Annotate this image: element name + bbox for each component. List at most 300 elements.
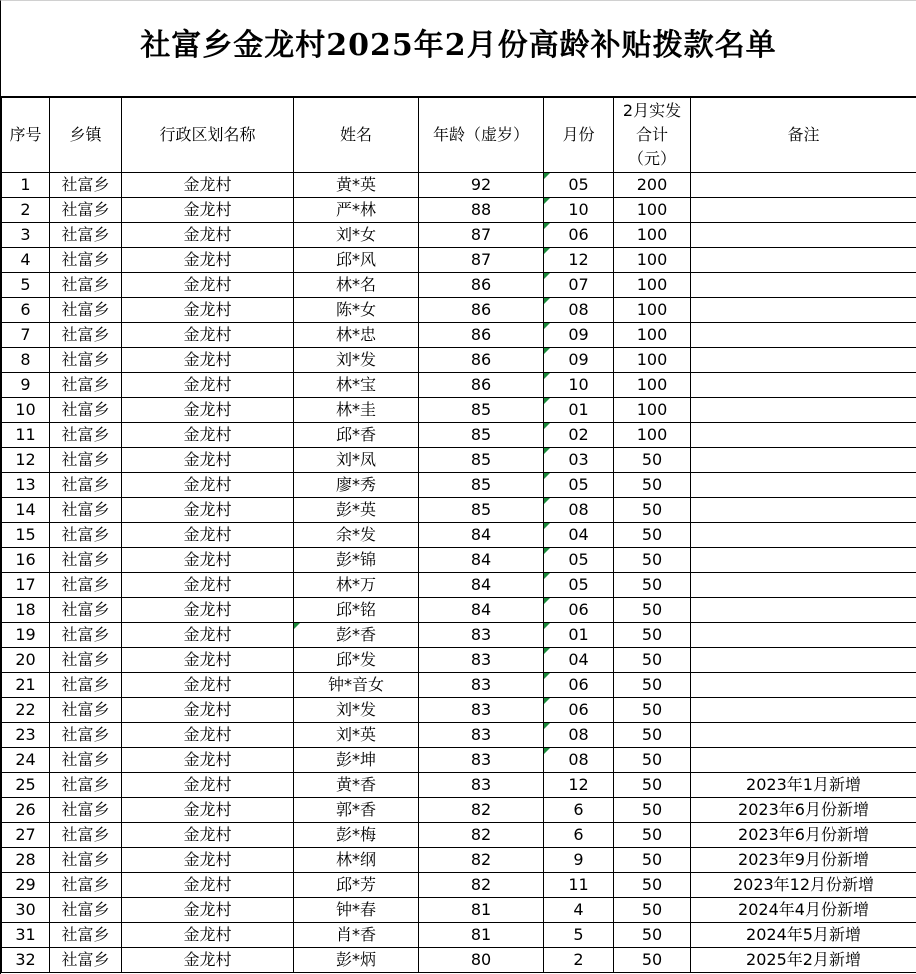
cell-note — [691, 648, 916, 673]
cell-township: 社富乡 — [50, 198, 122, 223]
cell-name: 刘*英 — [294, 723, 419, 748]
cell-amount: 50 — [614, 773, 691, 798]
cell-month: 01 — [544, 623, 614, 648]
cell-township: 社富乡 — [50, 898, 122, 923]
cell-name: 刘*发 — [294, 348, 419, 373]
table-row — [2, 748, 916, 773]
table-row — [2, 648, 916, 673]
cell-amount: 100 — [614, 298, 691, 323]
cell-age: 83 — [419, 723, 544, 748]
cell-name: 邱*发 — [294, 648, 419, 673]
cell-month: 05 — [544, 548, 614, 573]
cell-amount: 100 — [614, 373, 691, 398]
cell-name: 彭*梅 — [294, 823, 419, 848]
cell-seq: 16 — [2, 548, 50, 573]
cell-name: 林*万 — [294, 573, 419, 598]
cell-township: 社富乡 — [50, 823, 122, 848]
cell-seq: 27 — [2, 823, 50, 848]
cell-township: 社富乡 — [50, 748, 122, 773]
cell-month: 05 — [544, 573, 614, 598]
cell-seq: 11 — [2, 423, 50, 448]
cell-seq: 30 — [2, 898, 50, 923]
table-row — [2, 423, 916, 448]
cell-age: 85 — [419, 473, 544, 498]
cell-seq: 28 — [2, 848, 50, 873]
cell-township: 社富乡 — [50, 948, 122, 973]
header-amount-line1: 2月实发 — [622, 101, 682, 120]
cell-seq: 21 — [2, 673, 50, 698]
table-row — [2, 198, 916, 223]
cell-name: 廖*秀 — [294, 473, 419, 498]
cell-note — [691, 173, 916, 198]
cell-age: 81 — [419, 923, 544, 948]
cell-note — [691, 498, 916, 523]
cell-name: 邱*风 — [294, 248, 419, 273]
cell-seq: 9 — [2, 373, 50, 398]
title-bar — [1, 1, 916, 97]
cell-note — [691, 723, 916, 748]
table-row — [2, 773, 916, 798]
table-row — [2, 923, 916, 948]
table-row — [2, 798, 916, 823]
cell-seq: 3 — [2, 223, 50, 248]
cell-age: 86 — [419, 373, 544, 398]
cell-seq: 31 — [2, 923, 50, 948]
cell-township: 社富乡 — [50, 273, 122, 298]
cell-amount: 50 — [614, 623, 691, 648]
cell-age: 86 — [419, 298, 544, 323]
cell-note: 2025年2月新增 — [691, 948, 916, 973]
header-note: 备注 — [691, 98, 916, 173]
cell-seq: 29 — [2, 873, 50, 898]
cell-name: 彭*炳 — [294, 948, 419, 973]
cell-note: 2023年12月份新增 — [691, 873, 916, 898]
cell-name: 林*名 — [294, 273, 419, 298]
cell-township: 社富乡 — [50, 423, 122, 448]
cell-age: 87 — [419, 223, 544, 248]
cell-township: 社富乡 — [50, 598, 122, 623]
cell-seq: 22 — [2, 698, 50, 723]
cell-note — [691, 548, 916, 573]
cell-month: 08 — [544, 298, 614, 323]
cell-township: 社富乡 — [50, 398, 122, 423]
cell-name: 钟*音女 — [294, 673, 419, 698]
cell-amount: 50 — [614, 523, 691, 548]
subsidy-table — [1, 97, 916, 973]
cell-month: 08 — [544, 723, 614, 748]
cell-township: 社富乡 — [50, 573, 122, 598]
cell-township: 社富乡 — [50, 698, 122, 723]
cell-township: 社富乡 — [50, 873, 122, 898]
cell-admin: 金龙村 — [122, 273, 294, 298]
cell-seq: 13 — [2, 473, 50, 498]
cell-township: 社富乡 — [50, 623, 122, 648]
cell-note — [691, 473, 916, 498]
cell-amount: 100 — [614, 223, 691, 248]
cell-note — [691, 348, 916, 373]
table-row — [2, 548, 916, 573]
cell-age: 83 — [419, 673, 544, 698]
cell-note — [691, 273, 916, 298]
header-amount — [614, 98, 691, 173]
cell-note — [691, 198, 916, 223]
cell-note — [691, 623, 916, 648]
header-name: 姓名 — [294, 98, 419, 173]
cell-admin: 金龙村 — [122, 323, 294, 348]
cell-admin: 金龙村 — [122, 373, 294, 398]
cell-township: 社富乡 — [50, 648, 122, 673]
cell-age: 85 — [419, 448, 544, 473]
cell-seq: 17 — [2, 573, 50, 598]
cell-amount: 50 — [614, 698, 691, 723]
table-row — [2, 573, 916, 598]
cell-name: 邱*芳 — [294, 873, 419, 898]
cell-township: 社富乡 — [50, 523, 122, 548]
cell-admin: 金龙村 — [122, 198, 294, 223]
header-row — [2, 98, 916, 173]
table-row — [2, 673, 916, 698]
cell-month: 06 — [544, 673, 614, 698]
table-row — [2, 898, 916, 923]
cell-amount: 50 — [614, 848, 691, 873]
cell-month: 06 — [544, 698, 614, 723]
cell-month: 06 — [544, 598, 614, 623]
cell-month: 2 — [544, 948, 614, 973]
cell-amount: 50 — [614, 548, 691, 573]
cell-note — [691, 448, 916, 473]
cell-admin: 金龙村 — [122, 623, 294, 648]
cell-township: 社富乡 — [50, 773, 122, 798]
cell-month: 10 — [544, 373, 614, 398]
cell-amount: 50 — [614, 873, 691, 898]
cell-month: 04 — [544, 523, 614, 548]
cell-age: 84 — [419, 573, 544, 598]
cell-admin: 金龙村 — [122, 873, 294, 898]
table-row — [2, 323, 916, 348]
cell-note: 2023年9月份新增 — [691, 848, 916, 873]
cell-admin: 金龙村 — [122, 848, 294, 873]
cell-note — [691, 373, 916, 398]
cell-note — [691, 223, 916, 248]
cell-seq: 18 — [2, 598, 50, 623]
cell-name: 林*忠 — [294, 323, 419, 348]
header-seq: 序号 — [2, 98, 50, 173]
cell-age: 84 — [419, 548, 544, 573]
table-row — [2, 498, 916, 523]
cell-note — [691, 298, 916, 323]
table-row — [2, 723, 916, 748]
cell-seq: 8 — [2, 348, 50, 373]
cell-township: 社富乡 — [50, 723, 122, 748]
cell-name: 邱*香 — [294, 423, 419, 448]
cell-seq: 1 — [2, 173, 50, 198]
cell-admin: 金龙村 — [122, 423, 294, 448]
cell-age: 83 — [419, 698, 544, 723]
cell-month: 9 — [544, 848, 614, 873]
table-row — [2, 823, 916, 848]
cell-amount: 50 — [614, 798, 691, 823]
cell-township: 社富乡 — [50, 673, 122, 698]
table-row — [2, 223, 916, 248]
cell-age: 82 — [419, 823, 544, 848]
cell-seq: 20 — [2, 648, 50, 673]
table-row — [2, 623, 916, 648]
cell-amount: 100 — [614, 198, 691, 223]
cell-age: 86 — [419, 348, 544, 373]
cell-month: 09 — [544, 348, 614, 373]
cell-name: 邱*铭 — [294, 598, 419, 623]
cell-month: 04 — [544, 648, 614, 673]
cell-month: 6 — [544, 823, 614, 848]
cell-admin: 金龙村 — [122, 948, 294, 973]
table-row — [2, 273, 916, 298]
cell-admin: 金龙村 — [122, 398, 294, 423]
table-row — [2, 398, 916, 423]
cell-name: 陈*女 — [294, 298, 419, 323]
cell-township: 社富乡 — [50, 923, 122, 948]
cell-admin: 金龙村 — [122, 523, 294, 548]
table-row — [2, 598, 916, 623]
table-row — [2, 298, 916, 323]
cell-amount: 50 — [614, 598, 691, 623]
cell-amount: 100 — [614, 423, 691, 448]
cell-seq: 19 — [2, 623, 50, 648]
table-row — [2, 873, 916, 898]
cell-admin: 金龙村 — [122, 498, 294, 523]
cell-note: 2023年1月新增 — [691, 773, 916, 798]
cell-seq: 23 — [2, 723, 50, 748]
cell-seq: 14 — [2, 498, 50, 523]
cell-month: 12 — [544, 773, 614, 798]
cell-admin: 金龙村 — [122, 748, 294, 773]
cell-age: 81 — [419, 898, 544, 923]
cell-amount: 100 — [614, 248, 691, 273]
cell-note: 2024年5月新增 — [691, 923, 916, 948]
cell-amount: 50 — [614, 473, 691, 498]
cell-name: 黄*英 — [294, 173, 419, 198]
cell-township: 社富乡 — [50, 248, 122, 273]
cell-seq: 4 — [2, 248, 50, 273]
header-amount-line2: 合计 — [635, 125, 668, 144]
cell-name: 彭*英 — [294, 498, 419, 523]
table-row — [2, 848, 916, 873]
cell-seq: 24 — [2, 748, 50, 773]
cell-note — [691, 398, 916, 423]
cell-name: 严*林 — [294, 198, 419, 223]
table-body — [2, 173, 916, 973]
cell-age: 92 — [419, 173, 544, 198]
cell-admin: 金龙村 — [122, 773, 294, 798]
cell-age: 82 — [419, 848, 544, 873]
cell-name: 彭*锦 — [294, 548, 419, 573]
cell-name: 肖*香 — [294, 923, 419, 948]
table-row — [2, 948, 916, 973]
cell-admin: 金龙村 — [122, 898, 294, 923]
cell-amount: 200 — [614, 173, 691, 198]
cell-admin: 金龙村 — [122, 823, 294, 848]
cell-note — [691, 323, 916, 348]
cell-amount: 50 — [614, 673, 691, 698]
header-month: 月份 — [544, 98, 614, 173]
cell-age: 86 — [419, 273, 544, 298]
cell-month: 4 — [544, 898, 614, 923]
cell-month: 12 — [544, 248, 614, 273]
cell-admin: 金龙村 — [122, 248, 294, 273]
cell-amount: 50 — [614, 923, 691, 948]
cell-note — [691, 673, 916, 698]
table-row — [2, 698, 916, 723]
cell-name: 刘*凤 — [294, 448, 419, 473]
cell-age: 82 — [419, 798, 544, 823]
cell-admin: 金龙村 — [122, 348, 294, 373]
table-row — [2, 348, 916, 373]
cell-age: 84 — [419, 523, 544, 548]
cell-month: 08 — [544, 748, 614, 773]
cell-township: 社富乡 — [50, 473, 122, 498]
cell-name: 彭*香 — [294, 623, 419, 648]
cell-month: 03 — [544, 448, 614, 473]
cell-age: 85 — [419, 398, 544, 423]
cell-amount: 50 — [614, 448, 691, 473]
header-amount-line3: （元） — [627, 149, 676, 168]
cell-age: 85 — [419, 423, 544, 448]
cell-amount: 50 — [614, 898, 691, 923]
cell-seq: 2 — [2, 198, 50, 223]
cell-month: 02 — [544, 423, 614, 448]
cell-month: 5 — [544, 923, 614, 948]
cell-name: 郭*香 — [294, 798, 419, 823]
table-row — [2, 373, 916, 398]
cell-amount: 50 — [614, 723, 691, 748]
cell-age: 84 — [419, 598, 544, 623]
table-row — [2, 448, 916, 473]
cell-admin: 金龙村 — [122, 598, 294, 623]
cell-township: 社富乡 — [50, 498, 122, 523]
cell-month: 09 — [544, 323, 614, 348]
cell-seq: 12 — [2, 448, 50, 473]
cell-admin: 金龙村 — [122, 298, 294, 323]
cell-age: 83 — [419, 748, 544, 773]
cell-amount: 100 — [614, 273, 691, 298]
cell-month: 11 — [544, 873, 614, 898]
cell-township: 社富乡 — [50, 323, 122, 348]
cell-admin: 金龙村 — [122, 223, 294, 248]
header-admin: 行政区划名称 — [122, 98, 294, 173]
cell-month: 05 — [544, 473, 614, 498]
cell-admin: 金龙村 — [122, 698, 294, 723]
cell-seq: 7 — [2, 323, 50, 348]
cell-note: 2024年4月份新增 — [691, 898, 916, 923]
cell-month: 05 — [544, 173, 614, 198]
cell-admin: 金龙村 — [122, 448, 294, 473]
cell-township: 社富乡 — [50, 373, 122, 398]
cell-admin: 金龙村 — [122, 798, 294, 823]
cell-seq: 26 — [2, 798, 50, 823]
cell-age: 83 — [419, 648, 544, 673]
page-title: 社富乡金龙村2025年2月份高龄补贴拨款名单 — [140, 27, 777, 63]
cell-age: 83 — [419, 623, 544, 648]
cell-amount: 50 — [614, 648, 691, 673]
cell-name: 黄*香 — [294, 773, 419, 798]
cell-month: 01 — [544, 398, 614, 423]
cell-amount: 50 — [614, 573, 691, 598]
cell-month: 06 — [544, 223, 614, 248]
cell-township: 社富乡 — [50, 848, 122, 873]
table-row — [2, 523, 916, 548]
cell-name: 钟*春 — [294, 898, 419, 923]
cell-name: 刘*女 — [294, 223, 419, 248]
header-age: 年龄（虚岁） — [419, 98, 544, 173]
cell-amount: 100 — [614, 323, 691, 348]
cell-seq: 15 — [2, 523, 50, 548]
cell-township: 社富乡 — [50, 548, 122, 573]
cell-township: 社富乡 — [50, 223, 122, 248]
cell-note: 2023年6月份新增 — [691, 798, 916, 823]
cell-name: 林*圭 — [294, 398, 419, 423]
cell-amount: 50 — [614, 948, 691, 973]
cell-age: 83 — [419, 773, 544, 798]
cell-month: 10 — [544, 198, 614, 223]
cell-seq: 5 — [2, 273, 50, 298]
cell-name: 余*发 — [294, 523, 419, 548]
cell-seq: 25 — [2, 773, 50, 798]
cell-admin: 金龙村 — [122, 573, 294, 598]
cell-age: 88 — [419, 198, 544, 223]
cell-amount: 100 — [614, 348, 691, 373]
cell-name: 林*纲 — [294, 848, 419, 873]
cell-township: 社富乡 — [50, 448, 122, 473]
cell-note — [691, 748, 916, 773]
cell-age: 80 — [419, 948, 544, 973]
cell-note — [691, 523, 916, 548]
cell-seq: 6 — [2, 298, 50, 323]
cell-township: 社富乡 — [50, 298, 122, 323]
cell-amount: 50 — [614, 823, 691, 848]
cell-name: 彭*坤 — [294, 748, 419, 773]
cell-admin: 金龙村 — [122, 173, 294, 198]
cell-age: 85 — [419, 498, 544, 523]
cell-note — [691, 698, 916, 723]
cell-month: 07 — [544, 273, 614, 298]
table-row — [2, 173, 916, 198]
cell-admin: 金龙村 — [122, 548, 294, 573]
cell-month: 6 — [544, 798, 614, 823]
cell-note: 2023年6月份新增 — [691, 823, 916, 848]
header-township: 乡镇 — [50, 98, 122, 173]
cell-name: 林*宝 — [294, 373, 419, 398]
cell-month: 08 — [544, 498, 614, 523]
cell-township: 社富乡 — [50, 798, 122, 823]
table-row — [2, 473, 916, 498]
cell-amount: 50 — [614, 748, 691, 773]
cell-admin: 金龙村 — [122, 673, 294, 698]
cell-age: 86 — [419, 323, 544, 348]
cell-name: 刘*发 — [294, 698, 419, 723]
cell-township: 社富乡 — [50, 173, 122, 198]
cell-note — [691, 248, 916, 273]
cell-admin: 金龙村 — [122, 923, 294, 948]
table-row — [2, 248, 916, 273]
cell-amount: 100 — [614, 398, 691, 423]
cell-admin: 金龙村 — [122, 648, 294, 673]
cell-seq: 10 — [2, 398, 50, 423]
cell-note — [691, 423, 916, 448]
cell-amount: 50 — [614, 498, 691, 523]
cell-age: 87 — [419, 248, 544, 273]
cell-seq: 32 — [2, 948, 50, 973]
cell-age: 82 — [419, 873, 544, 898]
cell-admin: 金龙村 — [122, 473, 294, 498]
